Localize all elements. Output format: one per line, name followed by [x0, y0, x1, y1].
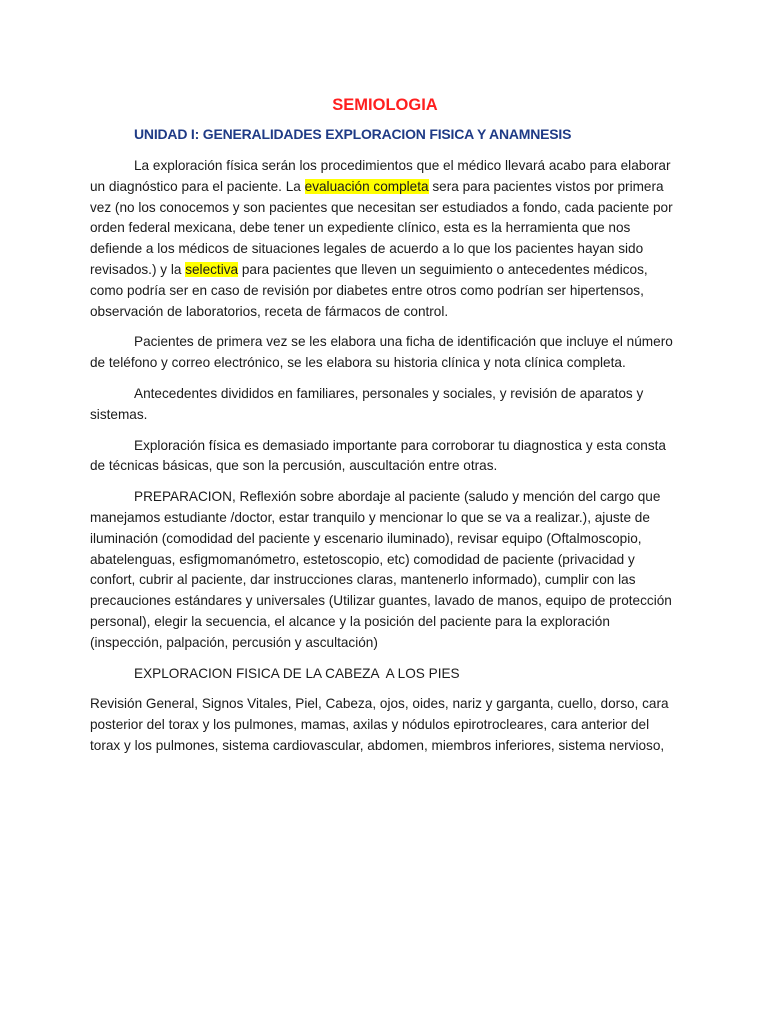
document-title: SEMIOLOGIA: [332, 96, 438, 114]
highlight-evaluacion-completa: evaluación completa: [304, 178, 429, 194]
highlight-selectiva: selectiva: [185, 261, 239, 277]
paragraph-antecedentes: Antecedentes divididos en familiares, personales y sociales, y revisión de aparatos y sistemas.: [90, 385, 644, 422]
paragraph-exploracion-fisica: [90, 156, 680, 322]
paragraph-text: para pacientes que lleven un seguimiento o antecedentes médicos, como podría ser en caso de revisión por diabetes entre otros como podrían ser hipertensos, observación de laboratorios, receta de fármacos de control.: [90, 261, 648, 319]
document-content: [90, 94, 680, 767]
document-subtitle: UNIDAD I: GENERALIDADES EXPLORACION FISICA Y ANAMNESIS: [134, 126, 572, 142]
paragraph-preparacion: PREPARACION, Reflexión sobre abordaje al paciente (saludo y mención del cargo que manejamos estudiante /doctor, estar tranquilo y mencionar lo que se va a realizar.), ajuste de iluminación (comodidad del paciente y escenario iluminado), revisar equipo (Oftalmoscopio, abatelenguas, esfigmomanómetro, estetoscopio, etc) comodidad de paciente (privacidad y confort, cubrir al paciente, dar instrucciones claras, mantenerlo informado), cumplir con las precauciones estándares y universales (Utilizar guantes, lavado de manos, equipo de protección personal), elegir la secuencia, el alcance y la posición del paciente para la exploración (inspección, palpación, percusión y ascultación): [90, 489, 672, 650]
paragraph-revision-general: Revisión General, Signos Vitales, Piel, Cabeza, ojos, oides, nariz y garganta, cuello, dorso, cara posterior del torax y los pulmones, mamas, axilas y nódulos epirotrocleares, cara anterior del torax y los pulmones, sistema cardiovascular, abdomen, miembros inferiores, sistema nervioso,: [90, 696, 669, 753]
paragraph-exploracion-importante: Exploración física es demasiado importante para corroborar tu diagnostica y esta consta de técnicas básicas, que son la percusión, auscultación entre otras.: [90, 437, 666, 474]
section-heading-cabeza-pies: EXPLORACION FISICA DE LA CABEZA A LOS PIES: [134, 665, 460, 681]
paragraph-text: sera para pacientes vistos por primera vez (no los conocemos y son pacientes que necesitan ser estudiados a fondo, cada paciente por orden federal mexicana, debe tener un expediente clínico, esta es la herramienta que nos defiende a los médicos de situaciones legales de acuerdo a lo que los pacientes hayan sido revisados.) y la: [90, 178, 673, 277]
paragraph-pacientes-primera-vez: Pacientes de primera vez se les elabora una ficha de identificación que incluye el número de teléfono y correo electrónico, se les elabora su historia clínica y nota clínica completa.: [90, 334, 673, 371]
paragraph-text: La exploración física serán los procedimientos que el médico llevará acabo para elaborar un diagnóstico para el paciente. La: [90, 158, 671, 194]
